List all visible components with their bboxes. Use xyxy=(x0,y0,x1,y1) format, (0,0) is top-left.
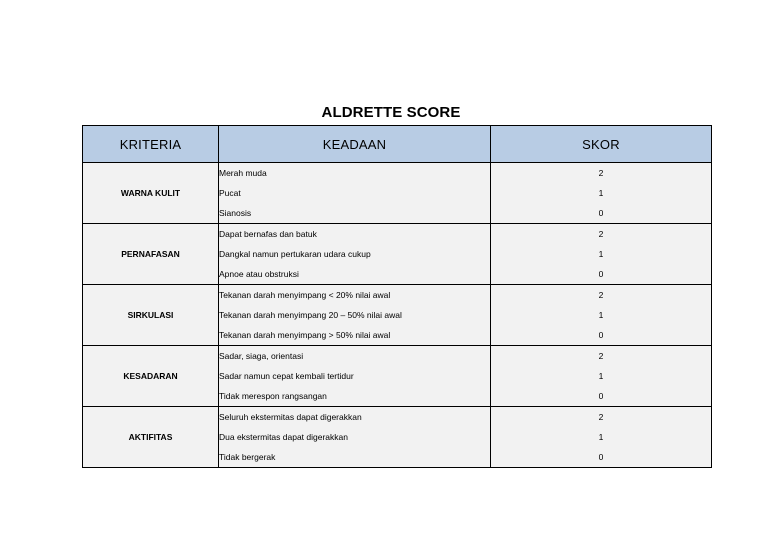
table-row xyxy=(83,163,712,184)
skor-cell: 1 xyxy=(491,305,712,325)
header-keadaan: KEADAAN xyxy=(219,126,491,163)
kriteria-cell: WARNA KULIT xyxy=(83,163,219,224)
table-row xyxy=(83,285,712,306)
keadaan-cell: Sadar namun cepat kembali tertidur xyxy=(219,366,491,386)
aldrette-score-table xyxy=(82,125,712,468)
keadaan-cell: Seluruh ekstermitas dapat digerakkan xyxy=(219,407,491,428)
table-body xyxy=(83,163,712,468)
keadaan-cell: Tekanan darah menyimpang < 20% nilai awal xyxy=(219,285,491,306)
skor-cell: 2 xyxy=(491,407,712,428)
table-row xyxy=(83,407,712,428)
table-row xyxy=(83,346,712,367)
kriteria-cell: SIRKULASI xyxy=(83,285,219,346)
skor-cell: 2 xyxy=(491,224,712,245)
skor-cell: 1 xyxy=(491,244,712,264)
keadaan-cell: Dapat bernafas dan batuk xyxy=(219,224,491,245)
skor-cell: 1 xyxy=(491,183,712,203)
keadaan-cell: Tidak merespon rangsangan xyxy=(219,386,491,407)
keadaan-cell: Sadar, siaga, orientasi xyxy=(219,346,491,367)
keadaan-cell: Tekanan darah menyimpang 20 – 50% nilai awal xyxy=(219,305,491,325)
skor-cell: 2 xyxy=(491,285,712,306)
table-row xyxy=(83,224,712,245)
keadaan-cell: Pucat xyxy=(219,183,491,203)
skor-cell: 0 xyxy=(491,264,712,285)
table-header-row xyxy=(83,126,712,163)
keadaan-cell: Apnoe atau obstruksi xyxy=(219,264,491,285)
kriteria-cell: AKTIFITAS xyxy=(83,407,219,468)
skor-cell: 0 xyxy=(491,325,712,346)
keadaan-cell: Dangkal namun pertukaran udara cukup xyxy=(219,244,491,264)
skor-cell: 1 xyxy=(491,427,712,447)
skor-cell: 0 xyxy=(491,386,712,407)
kriteria-cell: PERNAFASAN xyxy=(83,224,219,285)
skor-cell: 0 xyxy=(491,447,712,468)
keadaan-cell: Sianosis xyxy=(219,203,491,224)
header-skor: SKOR xyxy=(491,126,712,163)
skor-cell: 0 xyxy=(491,203,712,224)
skor-cell: 1 xyxy=(491,366,712,386)
page-title: ALDRETTE SCORE xyxy=(321,104,461,121)
keadaan-cell: Dua ekstermitas dapat digerakkan xyxy=(219,427,491,447)
keadaan-cell: Tidak bergerak xyxy=(219,447,491,468)
keadaan-cell: Tekanan darah menyimpang > 50% nilai awal xyxy=(219,325,491,346)
keadaan-cell: Merah muda xyxy=(219,163,491,184)
skor-cell: 2 xyxy=(491,346,712,367)
kriteria-cell: KESADARAN xyxy=(83,346,219,407)
skor-cell: 2 xyxy=(491,163,712,184)
header-kriteria: KRITERIA xyxy=(83,126,219,163)
